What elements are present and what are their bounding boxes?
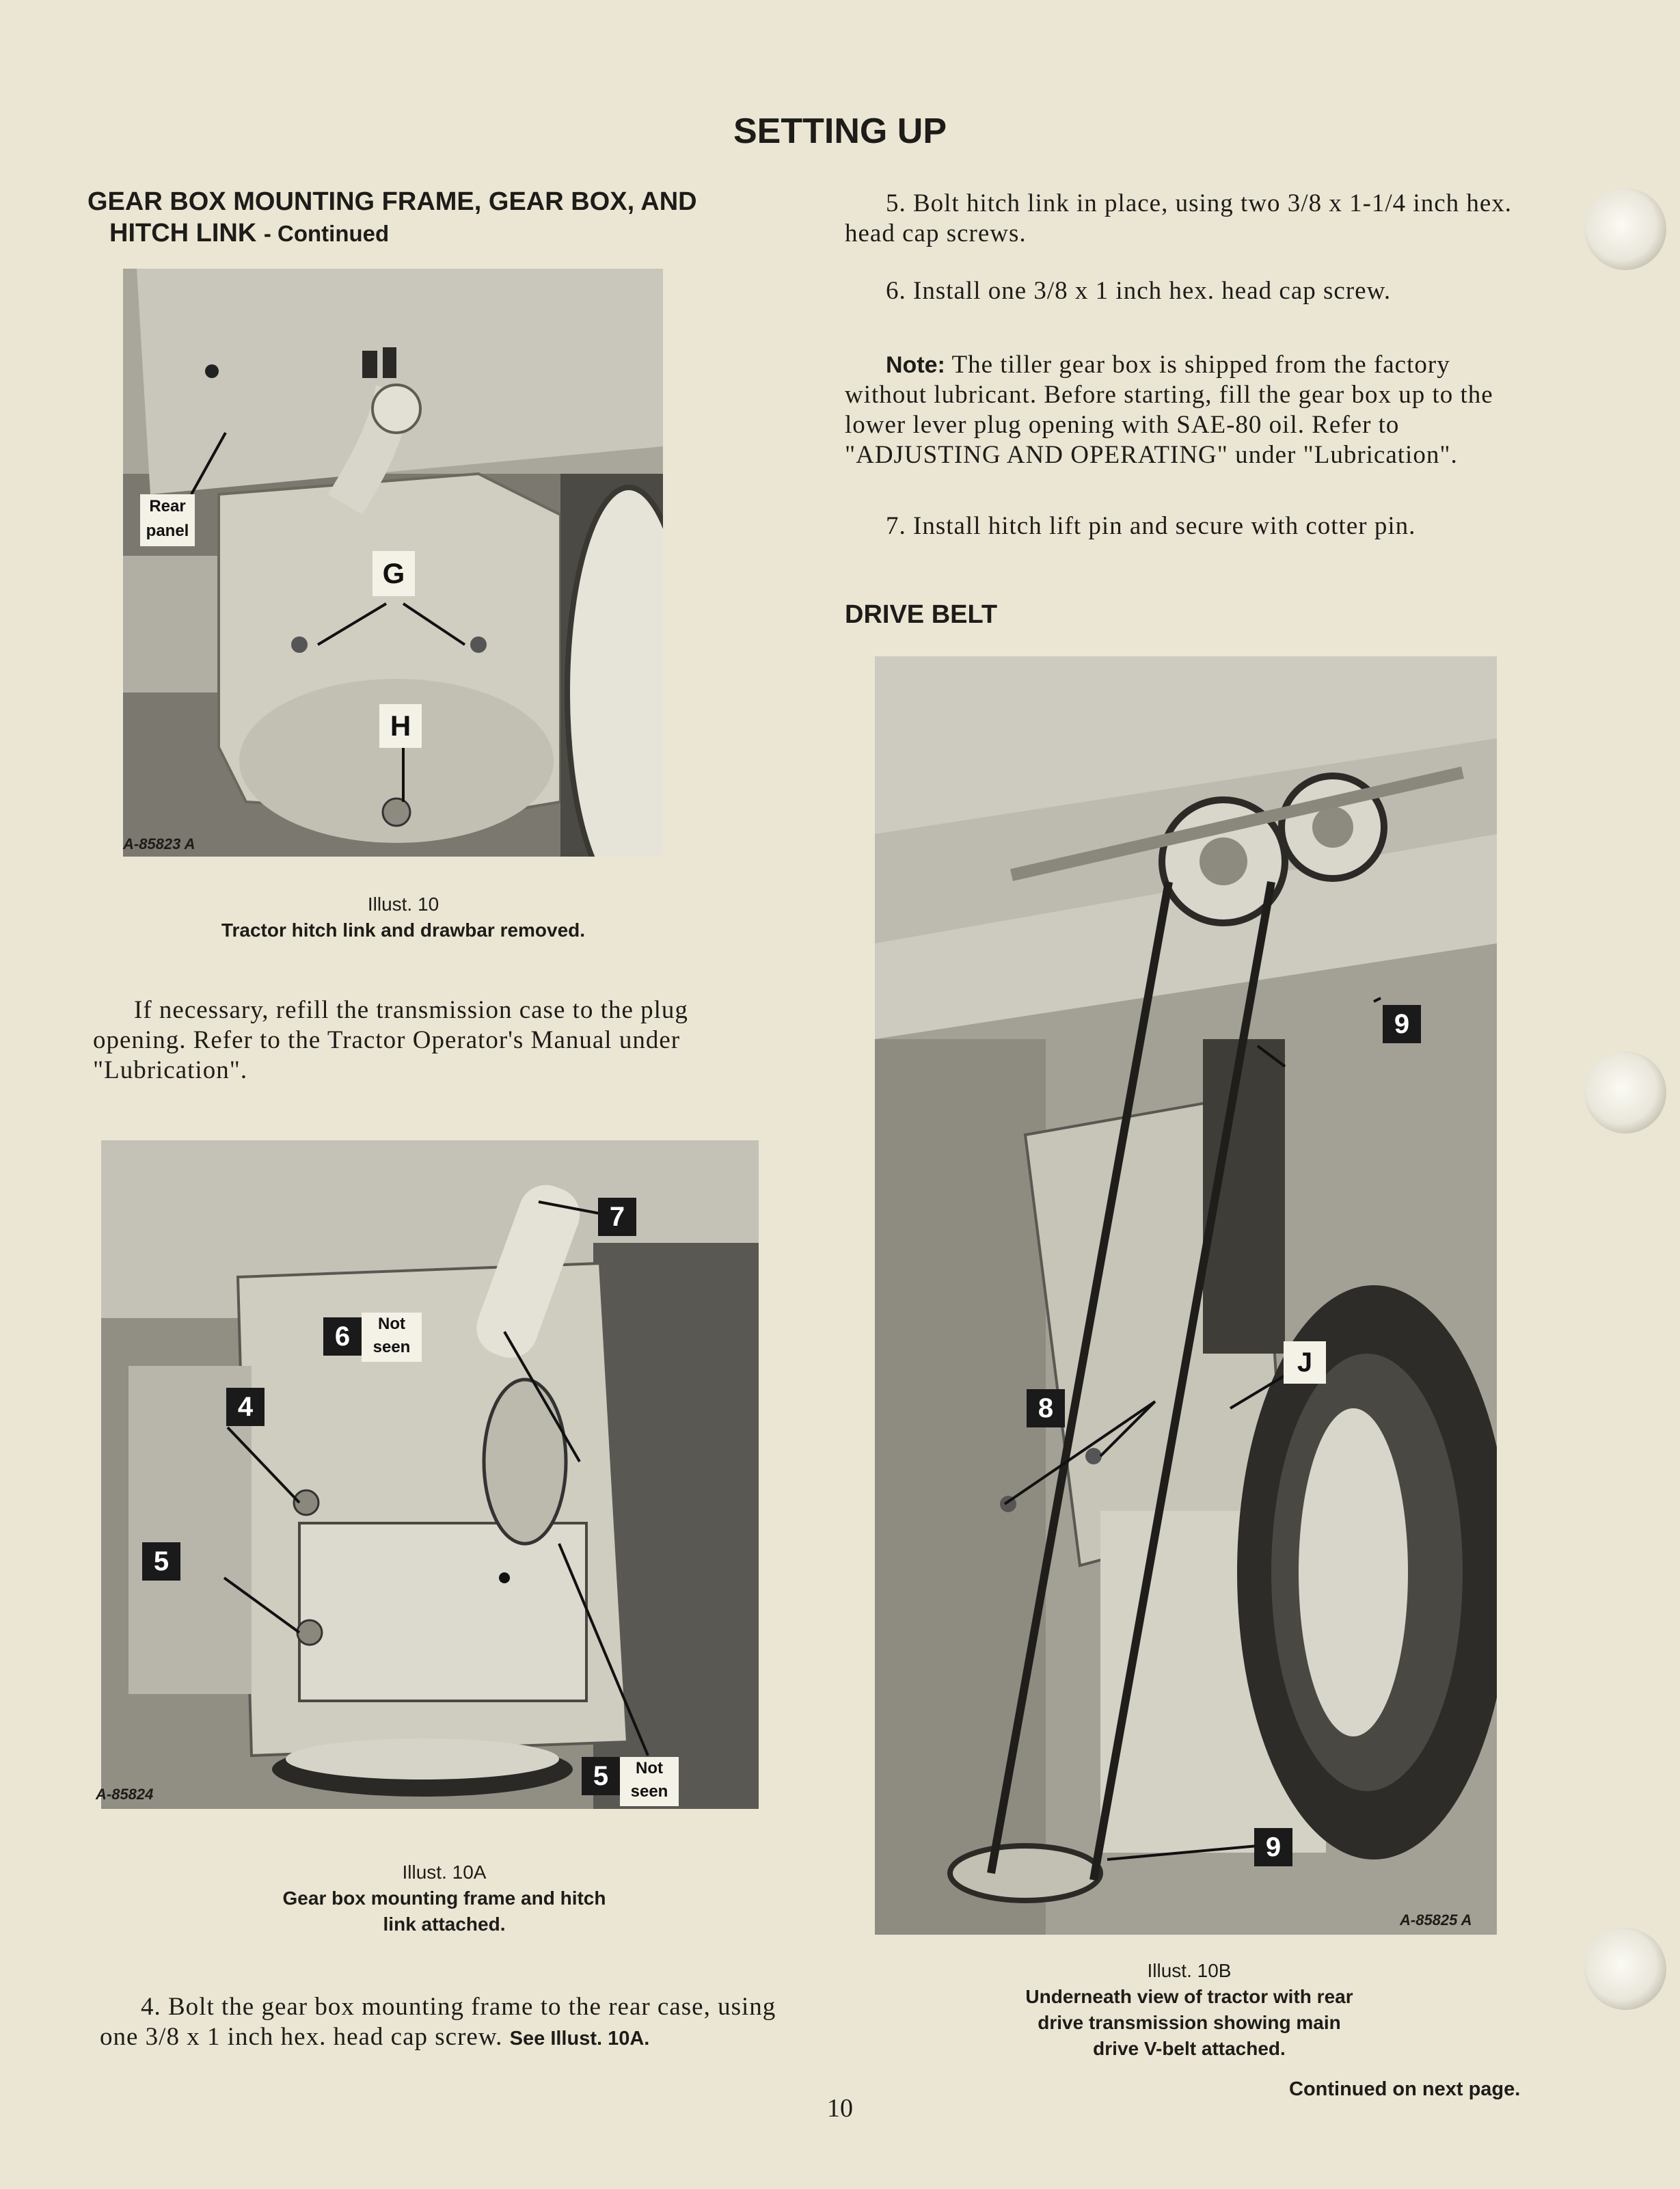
illust10a-caption-line1: Gear box mounting frame and hitch [282, 1888, 606, 1909]
callout-9-bottom: 9 [1254, 1828, 1292, 1866]
illust10a-photo [101, 1140, 759, 1809]
section-heading-main: HITCH LINK [109, 219, 257, 247]
not-seen-label-5 [620, 1757, 679, 1806]
illust10a-photo-id: A-85824 [96, 1786, 154, 1803]
illust10b-caption-line2: drive transmission showing main [1038, 2012, 1341, 2033]
rear-panel-label [140, 494, 195, 546]
illust10b-caption-line3: drive V-belt attached. [1093, 2038, 1286, 2059]
illust10b-photo-id: A-85825 A [1400, 1911, 1472, 1929]
note-label: Note: [886, 352, 945, 378]
illust10b-title: Illust. 10B [1147, 1960, 1232, 1981]
section-heading [87, 186, 771, 250]
not-seen-label-6-line1: Not [378, 1315, 405, 1333]
illust10-photo-id: A-85823 A [123, 835, 195, 852]
illust10-photo [123, 269, 663, 857]
callout-9-top: 9 [1383, 1005, 1421, 1043]
illust10a-title: Illust. 10A [402, 1862, 487, 1883]
continued-note: Continued on next page. [1289, 2078, 1521, 2100]
callout-J: J [1284, 1341, 1326, 1384]
section-heading-line1: GEAR BOX MOUNTING FRAME, GEAR BOX, AND [87, 187, 697, 216]
callout-G: G [372, 551, 415, 596]
binder-hole-middle [1584, 1051, 1666, 1133]
section-heading-line2 [87, 217, 771, 250]
drive-belt-heading: DRIVE BELT [845, 600, 998, 629]
not-seen-label-5-line2: seen [630, 1782, 668, 1801]
callout-5-left: 5 [142, 1542, 180, 1581]
illust10-caption-text: Tractor hitch link and drawbar removed. [221, 919, 586, 941]
illust10a-image [101, 1140, 759, 1809]
step-6: 6. Install one 3/8 x 1 inch hex. head cap screw. [886, 277, 1392, 305]
callout-4: 4 [226, 1388, 265, 1426]
illust10b-photo [875, 656, 1497, 1935]
callout-8: 8 [1027, 1389, 1065, 1427]
step-4-text: 4. Bolt the gear box mounting frame to the rear case, using one 3/8 x 1 inch hex. head cap screw. [100, 1993, 776, 2051]
step-7: 7. Install hitch lift pin and secure with cotter pin. [886, 512, 1416, 540]
illust10b-caption-line1: Underneath view of tractor with rear [1025, 1986, 1353, 2007]
not-seen-label-6-line2: seen [372, 1338, 411, 1356]
rear-panel-label-line1: Rear [149, 497, 186, 515]
section-heading-suffix: - Continued [263, 221, 390, 246]
callout-6: 6 [323, 1317, 362, 1356]
refill-paragraph: If necessary, refill the transmission case to the plug opening. Refer to the Tractor Operator's Manual under "Lubrication". [93, 996, 688, 1084]
illust10a-caption-line2: link attached. [383, 1913, 506, 1935]
callout-5-right: 5 [582, 1757, 620, 1795]
step-4 [100, 1992, 783, 2054]
illust10a-caption [226, 1859, 663, 1937]
not-seen-label-6 [362, 1313, 422, 1362]
binder-hole-bottom [1584, 1928, 1666, 2010]
page-title: SETTING UP [733, 111, 947, 151]
illust10b-caption [971, 1958, 1408, 2062]
illust10-caption [198, 891, 608, 943]
illust10b-image [875, 656, 1497, 1935]
note-text: The tiller gear box is shipped from the factory without lubricant. Before starting, fill the gear box up to the lower lever plug opening with SAE-80 oil. Refer to "ADJUSTING AND OPERATING" under "Lubrication". [845, 351, 1493, 469]
binder-hole-top [1584, 188, 1666, 270]
step-5: 5. Bolt hitch link in place, using two 3/8 x 1-1/4 inch hex. head cap screws. [845, 189, 1513, 247]
note-paragraph [845, 350, 1521, 470]
step-4-ref: See Illust. 10A. [509, 2028, 650, 2050]
rear-panel-label-line2: panel [146, 522, 189, 540]
callout-7: 7 [598, 1198, 636, 1236]
illust10-title: Illust. 10 [367, 894, 439, 915]
not-seen-label-5-line1: Not [636, 1759, 663, 1777]
page-number: 10 [827, 2094, 853, 2123]
callout-H: H [379, 704, 422, 748]
